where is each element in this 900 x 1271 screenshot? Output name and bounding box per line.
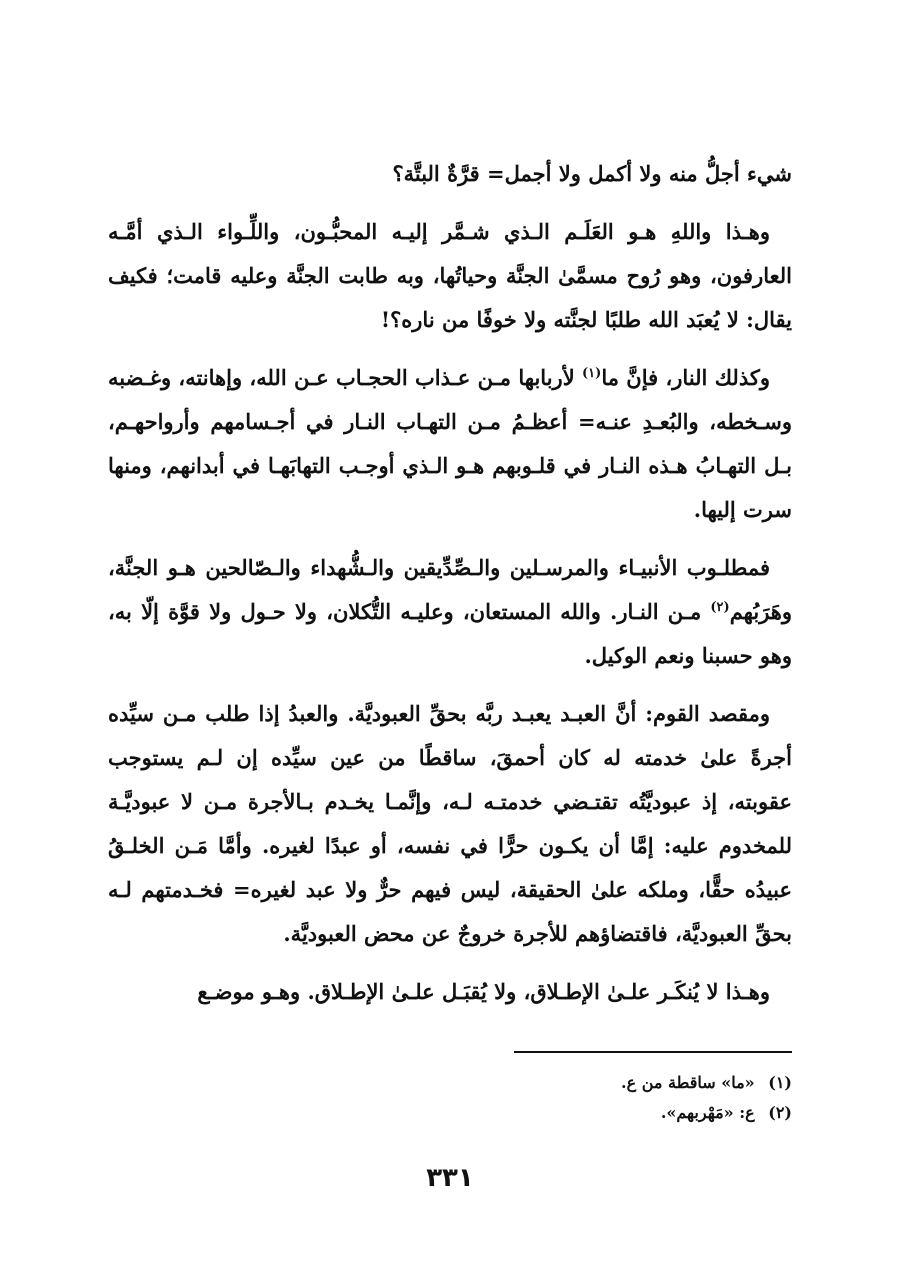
footnote-1: [108, 1068, 792, 1098]
paragraph-2-text: وهـذا واللهِ هـو العَلَـم الـذي شـمَّر إليـه المحبُّـون، واللِّـواء الـذي أمَّـه العارفون، وهو رُوح مسمَّىٰ الجنَّة وحياتُها، وبه طابت الجنَّة وعليه قامت؛ فكيف يقال: لا يُعبَد الله طلبًا لجنَّته ولا خوفًا من ناره؟!: [108, 219, 792, 332]
footnote-1-text: «ما» ساقطة من ع.: [621, 1073, 755, 1092]
paragraph-6-text: وهـذا لا يُنكَـر علـىٰ الإطـلاق، ولا يُقبَـل علـىٰ الإطـلاق. وهـو موضـع: [197, 979, 770, 1004]
paragraph-3-text-before: وكذلك النار، فإنَّ ما: [601, 365, 770, 390]
page-number: ٣٣١: [426, 1163, 474, 1193]
paragraph-5-text: أنَّ العبـد يعبـد ربَّه بحقِّ العبوديَّة. والعبدُ إذا طلب مـن سيِّده أجرةً علىٰ خدمته له كان أحمقَ، ساقطًا من عين سيِّده إن لـم يستوجب عقوبته، إذ عبوديَّتُه تقتـضي خدمتـه لـه، وإنَّمـا يخـدم بـالأجرة مـن لا عبوديَّـة للمخدوم عليه: إمَّا أن يكـون حرًّا في نفسه، أو عبدًا لغيره. وأمَّا مَـن الخلـقُ عبيدُه حقًّا، وملكه علىٰ الحقيقة، ليس فيهم حرٌّ ولا عبد لغيره= فخـدمتهم لـه بحقِّ العبوديَّة، فاقتضاؤهم للأجرة خروجٌ عن محض العبوديَّة.: [108, 701, 792, 946]
footnote-1-number: (١): [768, 1073, 792, 1092]
page-body: [108, 152, 792, 1028]
paragraph-3: [108, 356, 792, 532]
footnote-divider: [514, 1051, 792, 1053]
paragraph-1-text: شيء أجلُّ منه ولا أكمل ولا أجمل= قرَّةٌ البتَّة؟: [392, 161, 792, 186]
footnotes: [108, 1068, 792, 1128]
footnote-2-text: ع: «مَهْربهم».: [660, 1103, 755, 1122]
paragraph-4-text-after: مـن النـار. والله المستعان، وعليـه التُّكلان، ولا حـول ولا قوَّة إلّا به، وهو حسبنا ونعم الوكيل.: [108, 599, 792, 668]
paragraph-2: [108, 210, 792, 342]
footnote-2-number: (٢): [768, 1103, 792, 1122]
footnote-ref-1[interactable]: (١): [582, 366, 602, 381]
paragraph-5: [108, 692, 792, 956]
paragraph-3-text-after: لأربابها مـن عـذاب الحجـاب عـن الله، وإهانته، وغـضبه وسـخطه، والبُعـدِ عنـه= أعظـمُ مـن التهـاب النـار في أجـسامهم وأرواحهـم، بـل التهـابُ هـذه النـار في قلـوبهم هـو الـذي أوجـب التهابَهـا في أبدانهم، ومنها سرت إليها.: [108, 365, 792, 522]
paragraph-6: [108, 970, 792, 1014]
paragraph-1: [108, 152, 792, 196]
paragraph-5-lead: ومقصد القوم:: [645, 701, 770, 726]
paragraph-4-text-before: فمطلـوب الأنبيـاء والمرسـلين والـصِّدِّيقين والـشُّهداء والـصّالحين هـو الجنَّة، وهَرَبُهم: [108, 555, 792, 624]
footnote-2: [108, 1098, 792, 1128]
footnote-ref-2[interactable]: (٢): [710, 600, 730, 615]
paragraph-4: [108, 546, 792, 678]
